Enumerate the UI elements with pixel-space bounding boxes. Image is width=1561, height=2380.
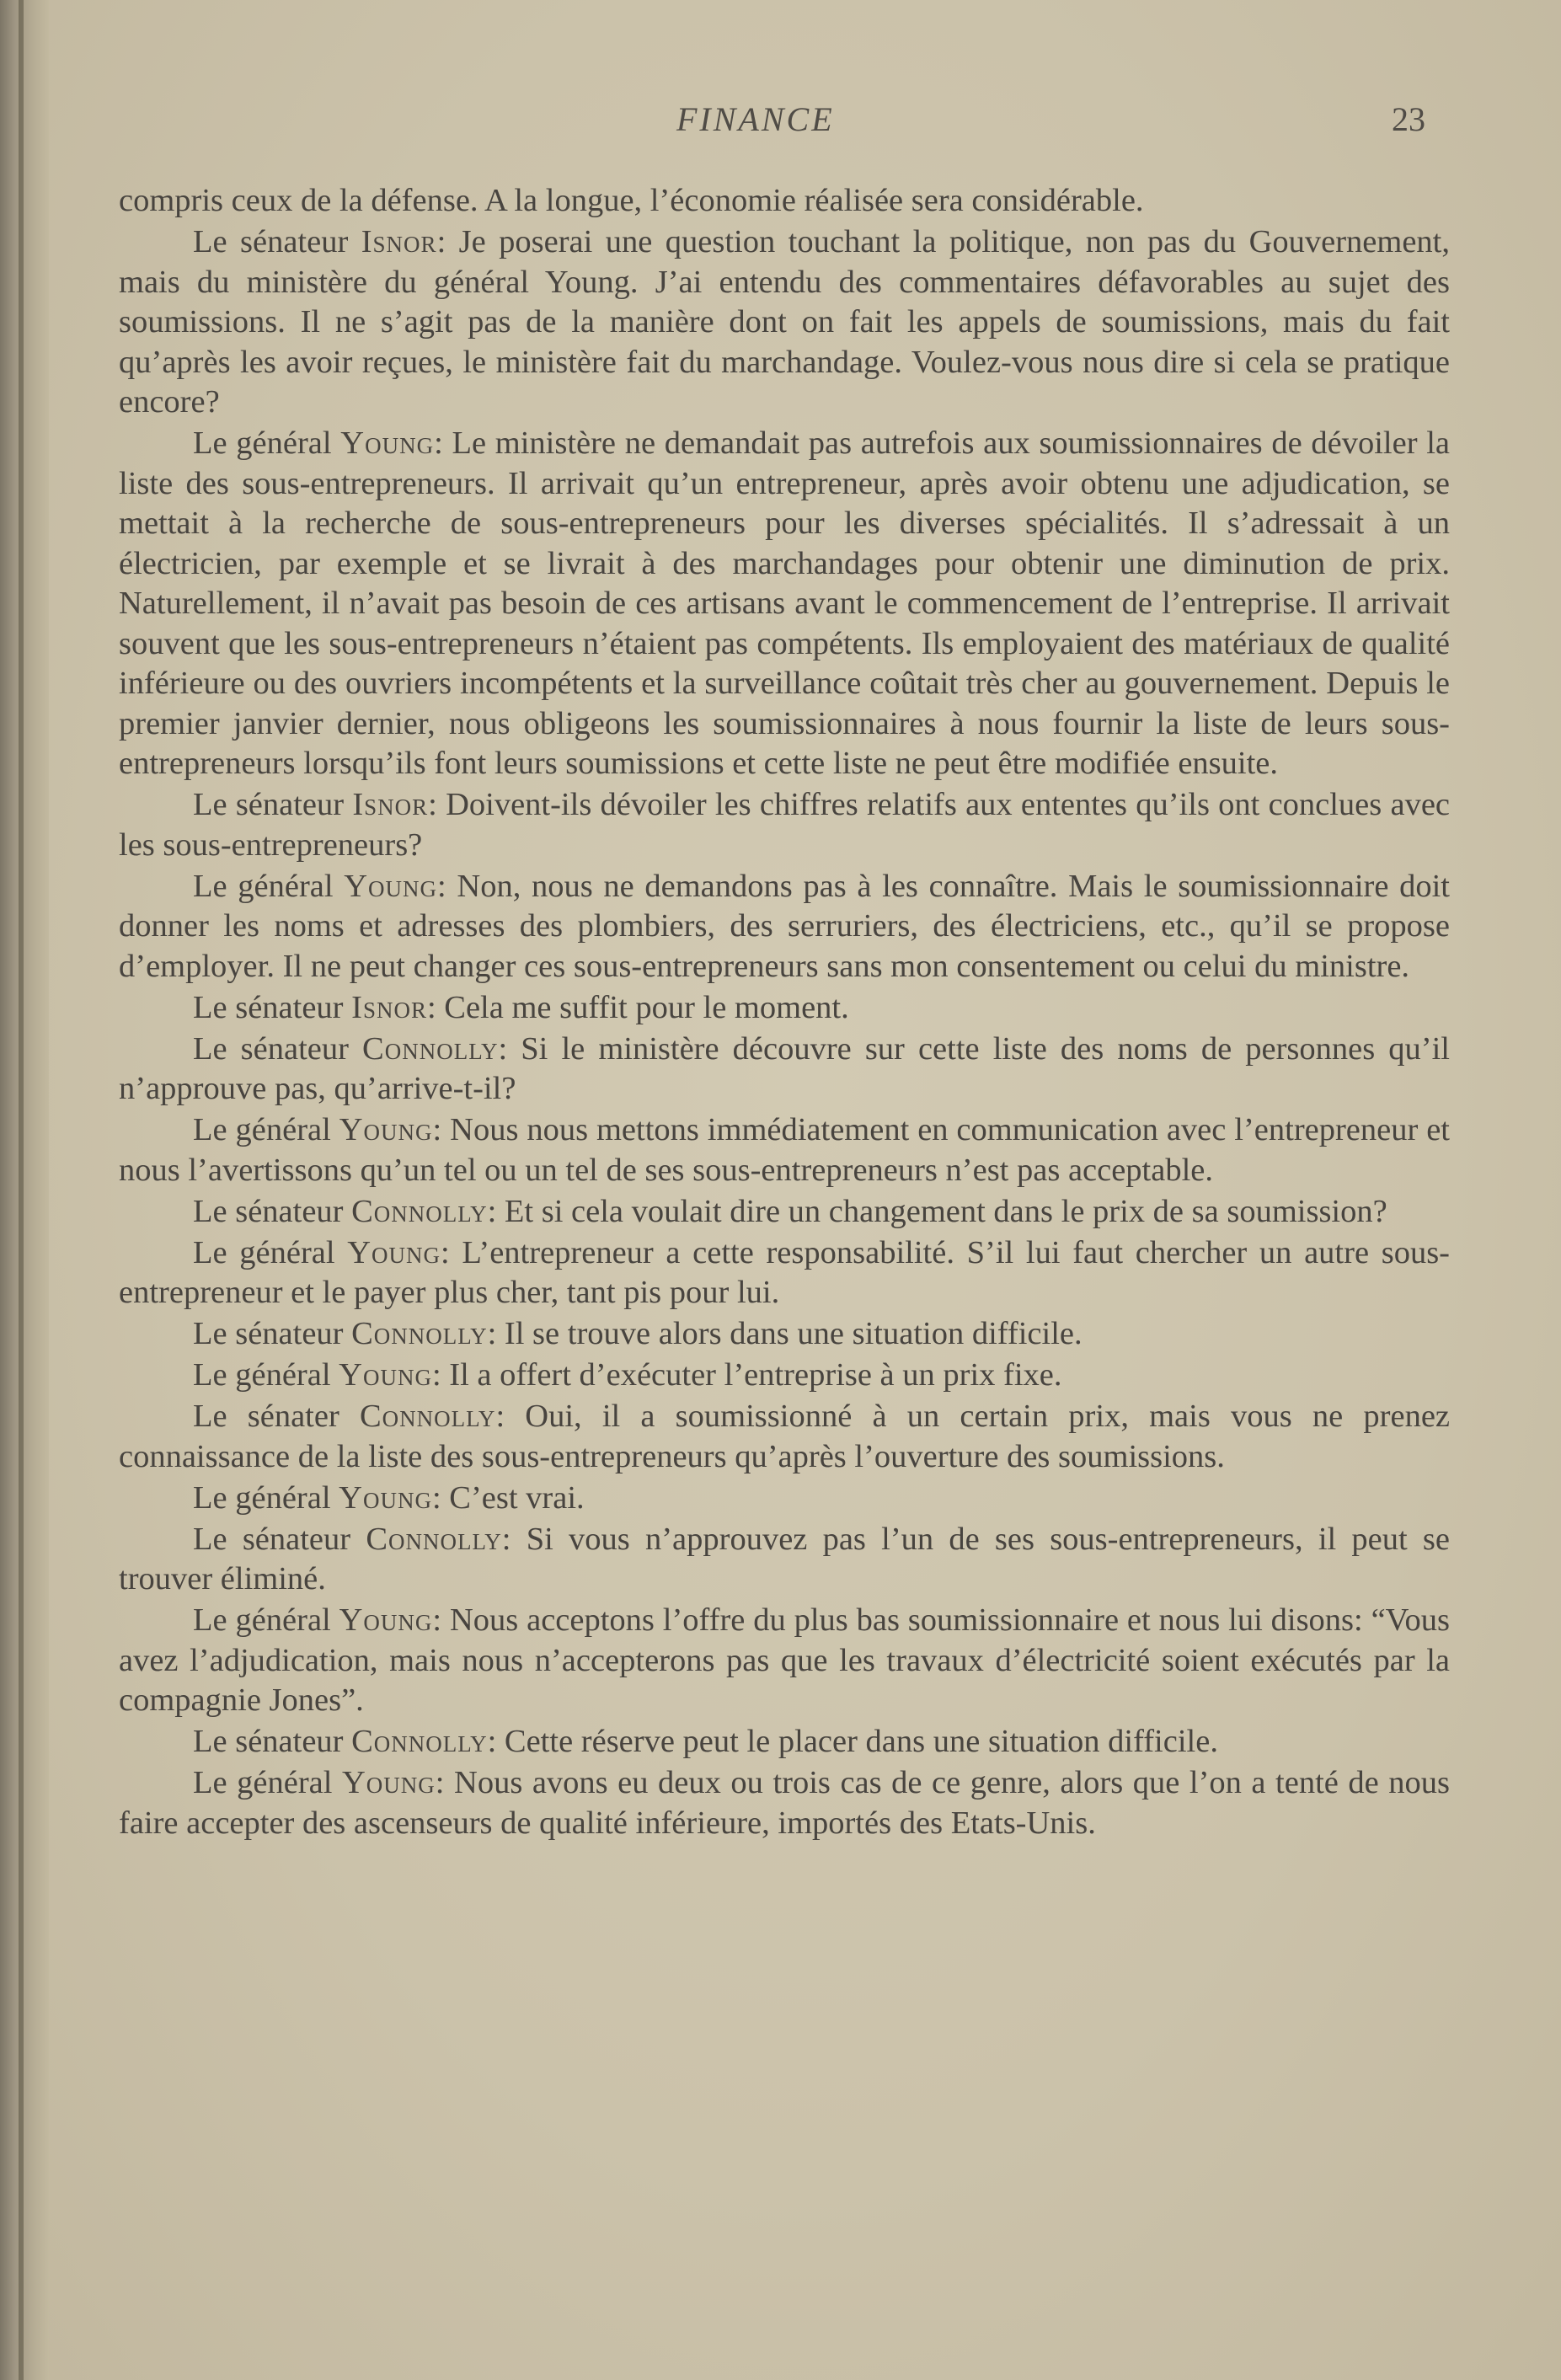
paragraph-connolly: Le sénateur Connolly: Il se trouve alors dans une situation difficile.	[193, 1316, 1083, 1351]
speaker-name: Young	[339, 1479, 432, 1516]
paragraph-young: Le général Young: L’entrepreneur a cette responsabilité. S’il lui faut chercher un autre sous-entrepreneur et le payer plus cher, tant pis pour lui.	[119, 1234, 1450, 1310]
speaker-name: Connolly	[366, 1521, 502, 1557]
paragraph-connolly: Le sénateur Connolly: Si vous n’approuvez pas l’un de ses sous-entrepreneurs, il peut se trouver éliminé.	[119, 1521, 1451, 1596]
paragraph-isnor: Le sénateur Isnor: Je poserai une question touchant la politique, non pas du Gouvernement, mais du ministère du général Young. J’ai entendu des commentaires défavorables au sujet des soumissions. Il ne s’agit pas de la manière dont on fait les appels de soumissions, mais du fait qu’après les avoir reçues, le ministère fait du marchandage. Voulez-vous nous dire si cela se pratique encore?	[119, 224, 1451, 420]
paragraph-continuation: compris ceux de la défense. A la longue, l’économie réalisée sera considérable.	[119, 183, 1144, 218]
page-number: 23	[1392, 100, 1425, 138]
paragraph-connolly: Le sénateur Connolly: Cette réserve peut le placer dans une situation difficile.	[193, 1724, 1218, 1759]
paragraph-young: Le général Young: Le ministère ne demandait pas autrefois aux soumissionnaires de dévoiler la liste des sous-entrepreneurs. Il arrivait qu’un entrepreneur, après avoir obtenu une adjudication, se mettait à la recherche de sous-entrepreneurs pour les diverses spécialités. Il s’adressait à un électricien, par exemple et se livrait à des marchandages pour obtenir une diminution de prix. Naturellement, il n’avait pas besoin de ces artisans avant le commencement de l’entreprise. Il arrivait souvent que les sous-entrepreneurs n’étaient pas compétents. Ils employaient des matériaux de qualité inférieure ou des ouvriers incompétents et la surveillance coûtait très cher au gouvernement. Depuis le premier janvier dernier, nous obligeons les soumissionnaires à nous fournir la liste de leurs sous-entrepreneurs lorsqu’ils font leurs soumissions et cette liste ne peut être modifiée ensuite.	[119, 425, 1450, 781]
paragraph-young: Le général Young: C’est vrai.	[193, 1479, 585, 1516]
paragraph-young: Le général Young: Non, nous ne demandons pas à les connaître. Mais le soumissionnaire doit donner les noms et adresses des plombiers, des serruriers, des électriciens, etc., qu’il se propose d’employer. Il ne peut changer ces sous-entrepreneurs sans mon consentement ou celui du ministre.	[119, 868, 1450, 984]
speaker-name: Connolly	[351, 1724, 488, 1759]
paragraph-connolly: Le sénateur Connolly: Et si cela voulait dire un changement dans le prix de sa soumission?	[193, 1193, 1387, 1229]
speaker-name: Young	[340, 425, 435, 461]
speaker-name: Isnor	[352, 787, 429, 822]
binding-gutter-line	[19, 0, 24, 2380]
paragraph-young: Le général Young: Nous acceptons l’offre du plus bas soumissionnaire et nous lui disons: “Vous avez l’adjudication, mais nous n’accepterons pas que les travaux d’électricité soient exécutés par la compagnie Jones”.	[119, 1602, 1450, 1718]
speaker-name: Young	[344, 868, 438, 904]
speaker-name: Young	[341, 1765, 436, 1800]
running-head: FINANCE	[676, 100, 835, 138]
transcript-body	[119, 181, 1450, 1845]
speaker-name: Young	[339, 1112, 433, 1147]
paragraph-isnor: Le sénateur Isnor: Doivent-ils dévoiler les chiffres relatifs aux ententes qu’ils ont conclues avec les sous-entrepreneurs?	[119, 787, 1450, 863]
speaker-name: Connolly	[359, 1399, 496, 1434]
paragraph-young: Le général Young: Nous avons eu deux ou trois cas de ce genre, alors que l’on a tenté de nous faire accepter des ascenseurs de qualité inférieure, importés des Etats-Unis.	[119, 1765, 1450, 1841]
book-page	[49, 0, 1561, 2380]
book-binding-edge	[0, 0, 49, 2380]
paragraph-isnor: Le sénateur Isnor: Cela me suffit pour le moment.	[193, 989, 849, 1025]
speaker-name: Young	[339, 1357, 432, 1393]
speaker-name: Connolly	[351, 1316, 488, 1351]
speaker-name: Connolly	[351, 1193, 488, 1229]
paragraph-young: Le général Young: Nous nous mettons immédiatement en communication avec l’entrepreneur et nous l’avertissons qu’un tel ou un tel de ses sous-entrepreneurs n’est pas acceptable.	[119, 1112, 1450, 1188]
speaker-name: Isnor	[351, 989, 427, 1025]
speaker-name: Young	[339, 1602, 433, 1638]
speaker-name: Isnor	[361, 224, 437, 259]
paragraph-connolly: Le sénater Connolly: Oui, il a soumissionné à un certain prix, mais vous ne prenez connaissance de la liste des sous-entrepreneurs qu’après l’ouverture des soumissions.	[119, 1399, 1450, 1474]
speaker-name: Young	[347, 1234, 441, 1270]
paragraph-young: Le général Young: Il a offert d’exécuter l’entreprise à un prix fixe.	[193, 1357, 1062, 1393]
paragraph-connolly: Le sénateur Connolly: Si le ministère découvre sur cette liste des noms de personnes qu’il n’approuve pas, qu’arrive-t-il?	[119, 1030, 1451, 1106]
speaker-name: Connolly	[362, 1030, 499, 1067]
